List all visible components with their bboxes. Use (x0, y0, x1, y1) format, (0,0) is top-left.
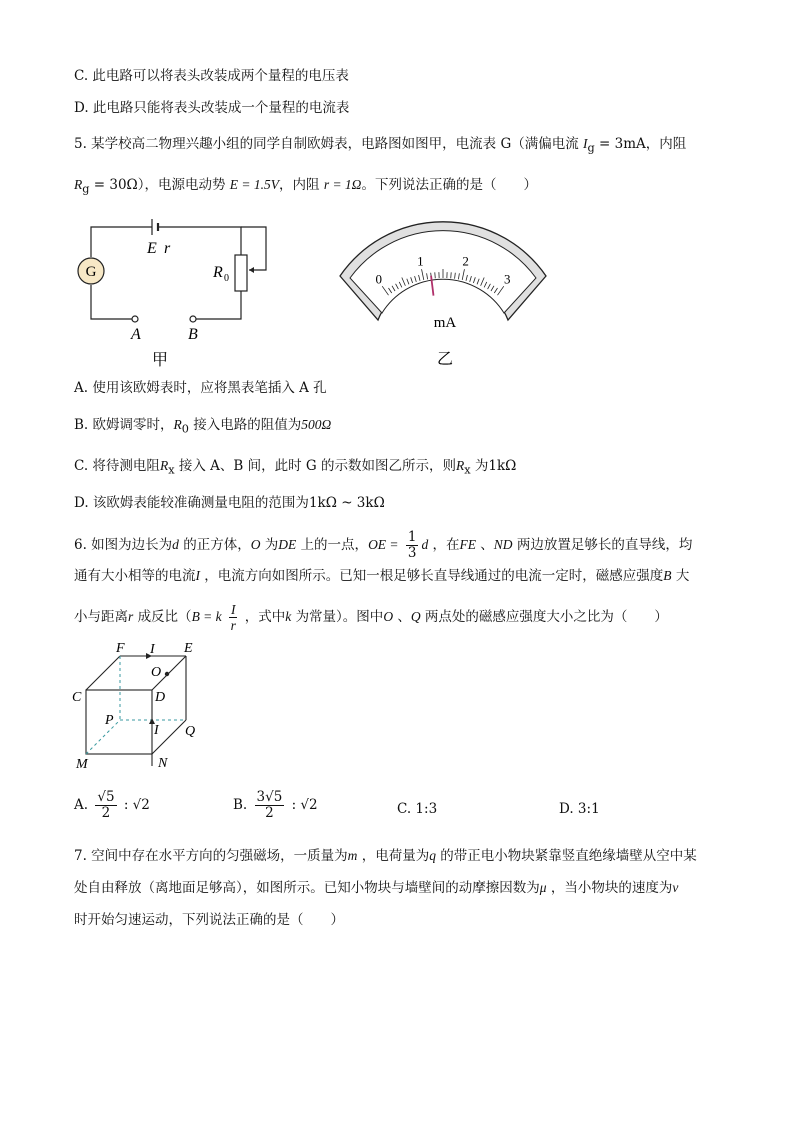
meter-tick-label: 2 (462, 253, 469, 269)
figure-caption-yi: 乙 (436, 351, 454, 368)
q6-stem-line1: 6. 如图为边长为d 的正方体，O 为DE 上的一点，OE = $\frac{1}{3}$ d ，在FE 、ND 两边放置足够长的直导线，均 (74, 529, 693, 561)
svg-text:O: O (151, 665, 162, 680)
q5-stem-line2: $R_g = 30\Omega$），电源电动势 E = 1.5V，内阻 r = 1Ω。下列说法正确的是（ ） (74, 177, 537, 196)
q7-stem-line1: 7. 空间中存在水平方向的匀强磁场，一质量为m ，电荷量为q 的带正电小物块紧靠竖直绝缘墙壁从空中某 (74, 848, 697, 864)
meter-tick-label: 3 (503, 271, 511, 287)
meter-unit: mA (433, 315, 457, 331)
option-4c: C. 此电路可以将表头改装成两个量程的电压表 (74, 68, 349, 84)
ammeter-dial-yi (338, 218, 548, 368)
svg-text:r: r (164, 240, 171, 257)
cube-diagram (72, 640, 212, 770)
q5-option-a: A. 使用该欧姆表时，应将黑表笔插入 A 孔 (74, 380, 327, 396)
svg-text:Q: Q (185, 724, 196, 739)
svg-text:0: 0 (224, 273, 229, 284)
q5-stem-line1: 5. 某学校高二物理兴趣小组的同学自制欧姆表，电路图如图甲，电流表 G（满偏电流 $I_g = 3mA$，内阻 (74, 136, 687, 155)
meter-tick-label: 1 (417, 253, 424, 269)
q6-stem-line3: 小与距离r 成反比（B = k $\frac{I}{r}$ ，式中k 为常量）。图中O 、Q 两点处的磁感应强度大小之比为（ ） (74, 602, 668, 633)
svg-text:B: B (188, 326, 198, 343)
q6-option-b: B. $\frac{3√5}{2}$ : √2 (233, 789, 318, 821)
svg-text:R: R (213, 264, 223, 281)
svg-text:M: M (76, 757, 88, 772)
svg-text:D: D (155, 690, 166, 705)
svg-text:I: I (154, 723, 159, 738)
q5-option-c: C. 将待测电阻$R_x$ 接入 A、B 间，此时 G 的示数如图乙所示，则$R_x$ 为1kΩ (74, 458, 517, 477)
option-4d: D. 此电路只能将表头改装成一个量程的电流表 (74, 100, 350, 116)
svg-text:F: F (116, 641, 125, 656)
galvanometer-symbol: G (85, 264, 97, 280)
svg-text:甲: 甲 (151, 352, 169, 369)
meter-tick-label: 0 (375, 271, 383, 287)
q6-stem-line2: 通有大小相等的电流I ，电流方向如图所示。已知一根足够长直导线通过的电流一定时，磁感应强度B 大 (74, 568, 690, 584)
circuit-diagram-jia (74, 215, 274, 369)
q6-option-d: D. 3:1 (559, 801, 600, 817)
q6-option-a: A. $\frac{√5}{2}$ : √2 (74, 789, 150, 821)
q5-option-b: B. 欧姆调零时，$R_0$ 接入电路的阻值为500Ω (74, 417, 332, 436)
q7-stem-line2: 处自由释放（离地面足够高），如图所示。已知小物块与墙壁间的动摩擦因数为μ ，当小物块的速度为v (74, 880, 679, 896)
svg-text:C: C (72, 690, 82, 705)
svg-text:N: N (158, 756, 168, 771)
svg-text:E: E (147, 240, 157, 257)
q7-stem-line3: 时开始匀速运动，下列说法正确的是（ ） (74, 912, 344, 928)
q6-option-c: C. 1:3 (397, 801, 438, 817)
svg-text:E: E (184, 641, 193, 656)
svg-text:P: P (105, 713, 114, 728)
svg-text:A: A (131, 326, 141, 343)
svg-text:I: I (150, 642, 155, 657)
q5-option-d: D. 该欧姆表能较准确测量电阻的范围为1kΩ ~ 3kΩ (74, 495, 385, 511)
